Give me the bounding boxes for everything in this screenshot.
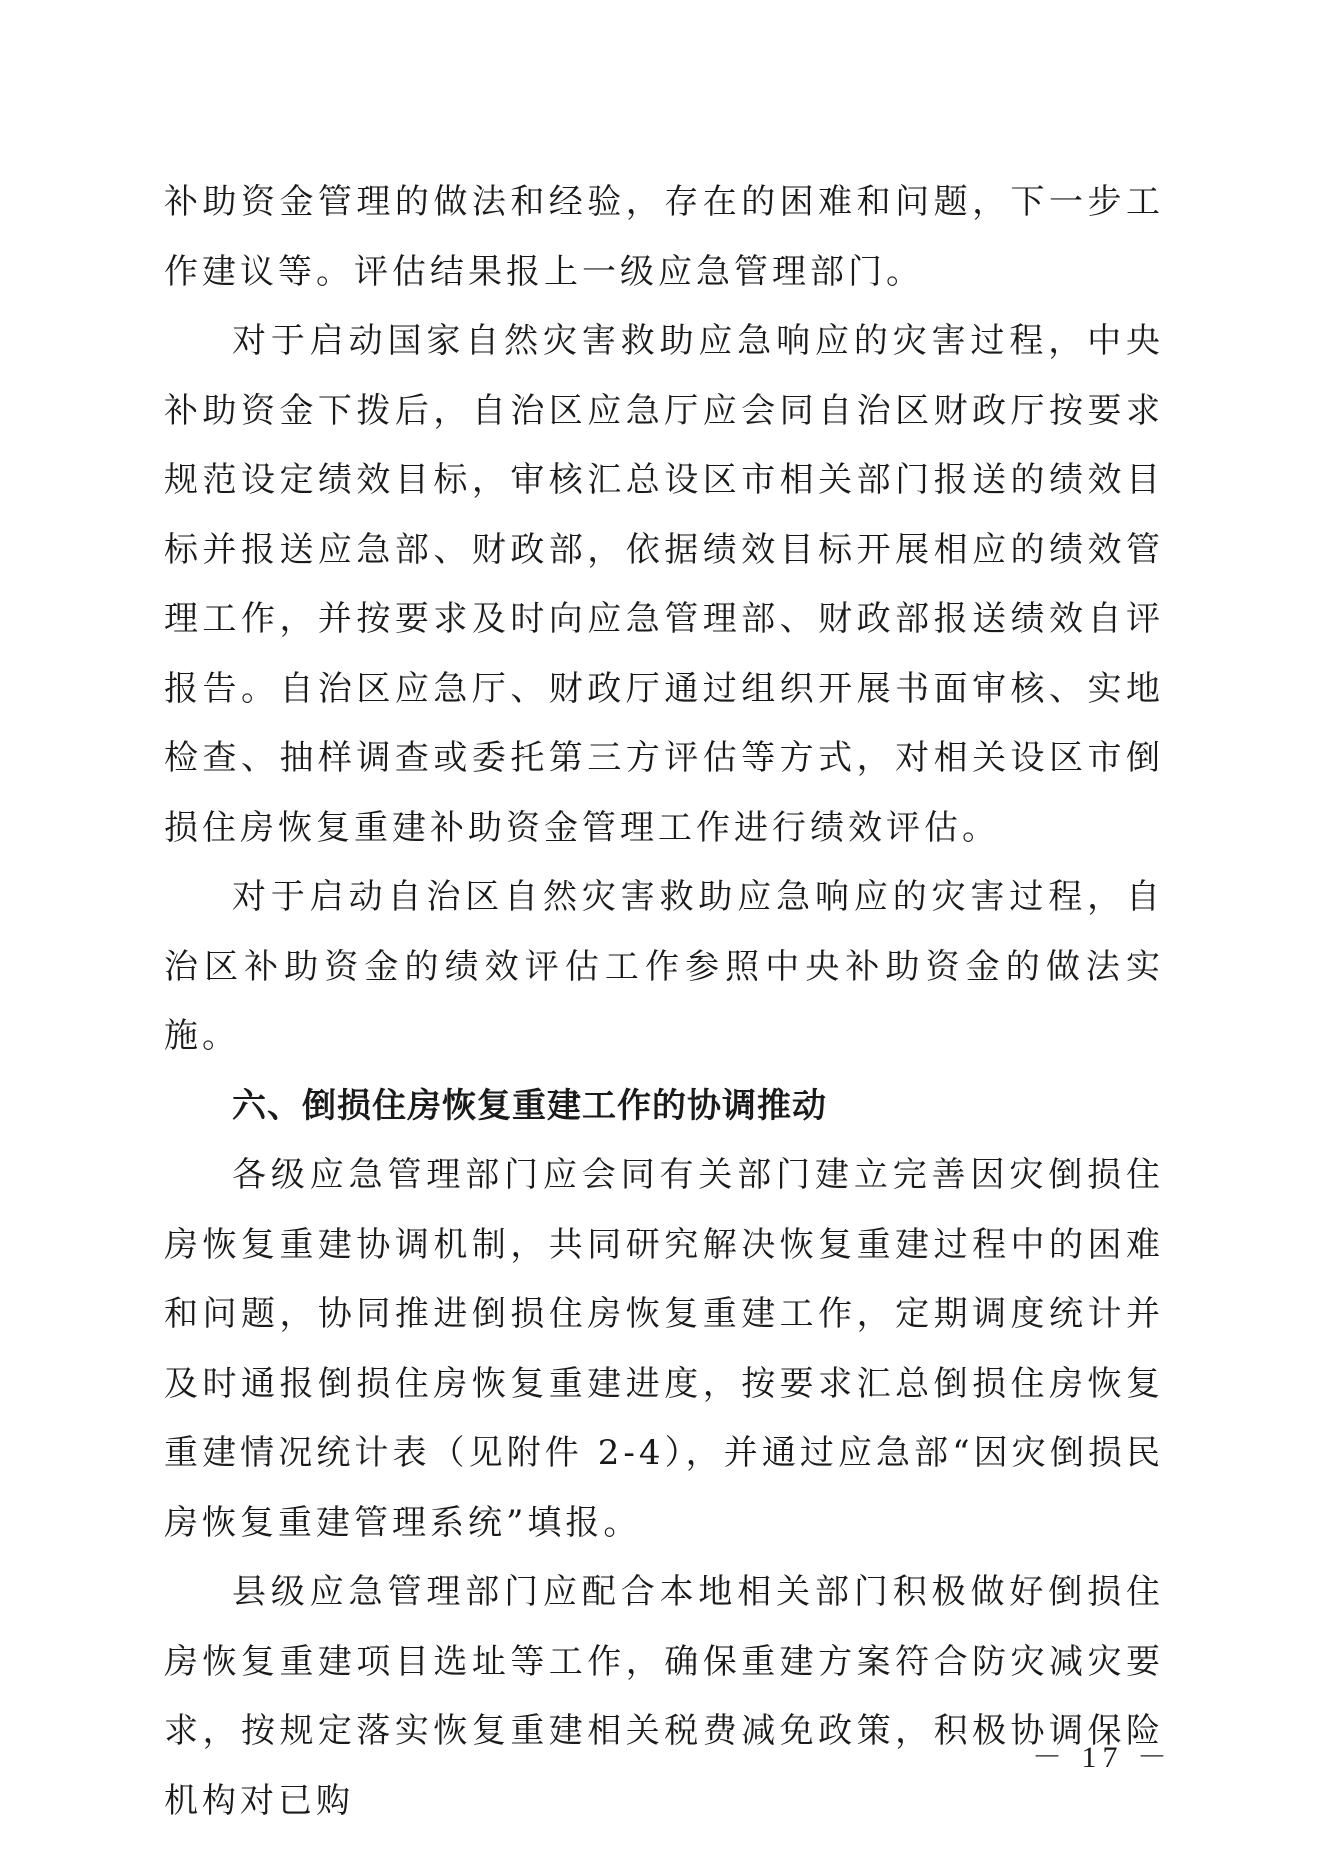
paragraph-central-funds-evaluation: 对于启动国家自然灾害救助应急响应的灾害过程，中央补助资金下拨后，自治区应急厅应会同自治区财政厅按要求规范设定绩效目标，审核汇总设区市相关部门报送的绩效目标并报送应急部、财政部，依据绩效目标开展相应的绩效管理工作，并按要求及时向应急管理部、财政部报送绩效自评报告。自治区应急厅、财政厅通过组织开展书面审核、实地检查、抽样调查或委托第三方评估等方式，对相关设区市倒损住房恢复重建补助资金管理工作进行绩效评估。 <box>164 321 1164 848</box>
body-text <box>164 168 1164 1836</box>
paragraph-coordination-mechanism: 各级应急管理部门应会同有关部门建立完善因灾倒损住房恢复重建协调机制，共同研究解决恢复重建过程中的困难和问题，协同推进倒损住房恢复重建工作，定期调度统计并及时通报倒损住房恢复重建进度，按要求汇总倒损住房恢复重建情况统计表（见附件 2-4），并通过应急部“因灾倒损民房恢复重建管理系统”填报。 <box>164 1155 1164 1543</box>
page-number: － 17 － <box>1032 1741 1173 1774</box>
paragraph-continuation: 补助资金管理的做法和经验，存在的困难和问题，下一步工作建议等。评估结果报上一级应急管理部门。 <box>164 182 1164 292</box>
paragraph-regional-funds-evaluation: 对于启动自治区自然灾害救助应急响应的灾害过程，自治区补助资金的绩效评估工作参照中央补助资金的做法实施。 <box>164 877 1164 1056</box>
section-heading-six: 六、倒损住房恢复重建工作的协调推动 <box>232 1085 827 1126</box>
paragraph-county-level-duties: 县级应急管理部门应配合本地相关部门积极做好倒损住房恢复重建项目选址等工作，确保重建方案符合防灾减灾要求，按规定落实恢复重建相关税费减免政策，积极协调保险机构对已购 <box>164 1572 1164 1821</box>
